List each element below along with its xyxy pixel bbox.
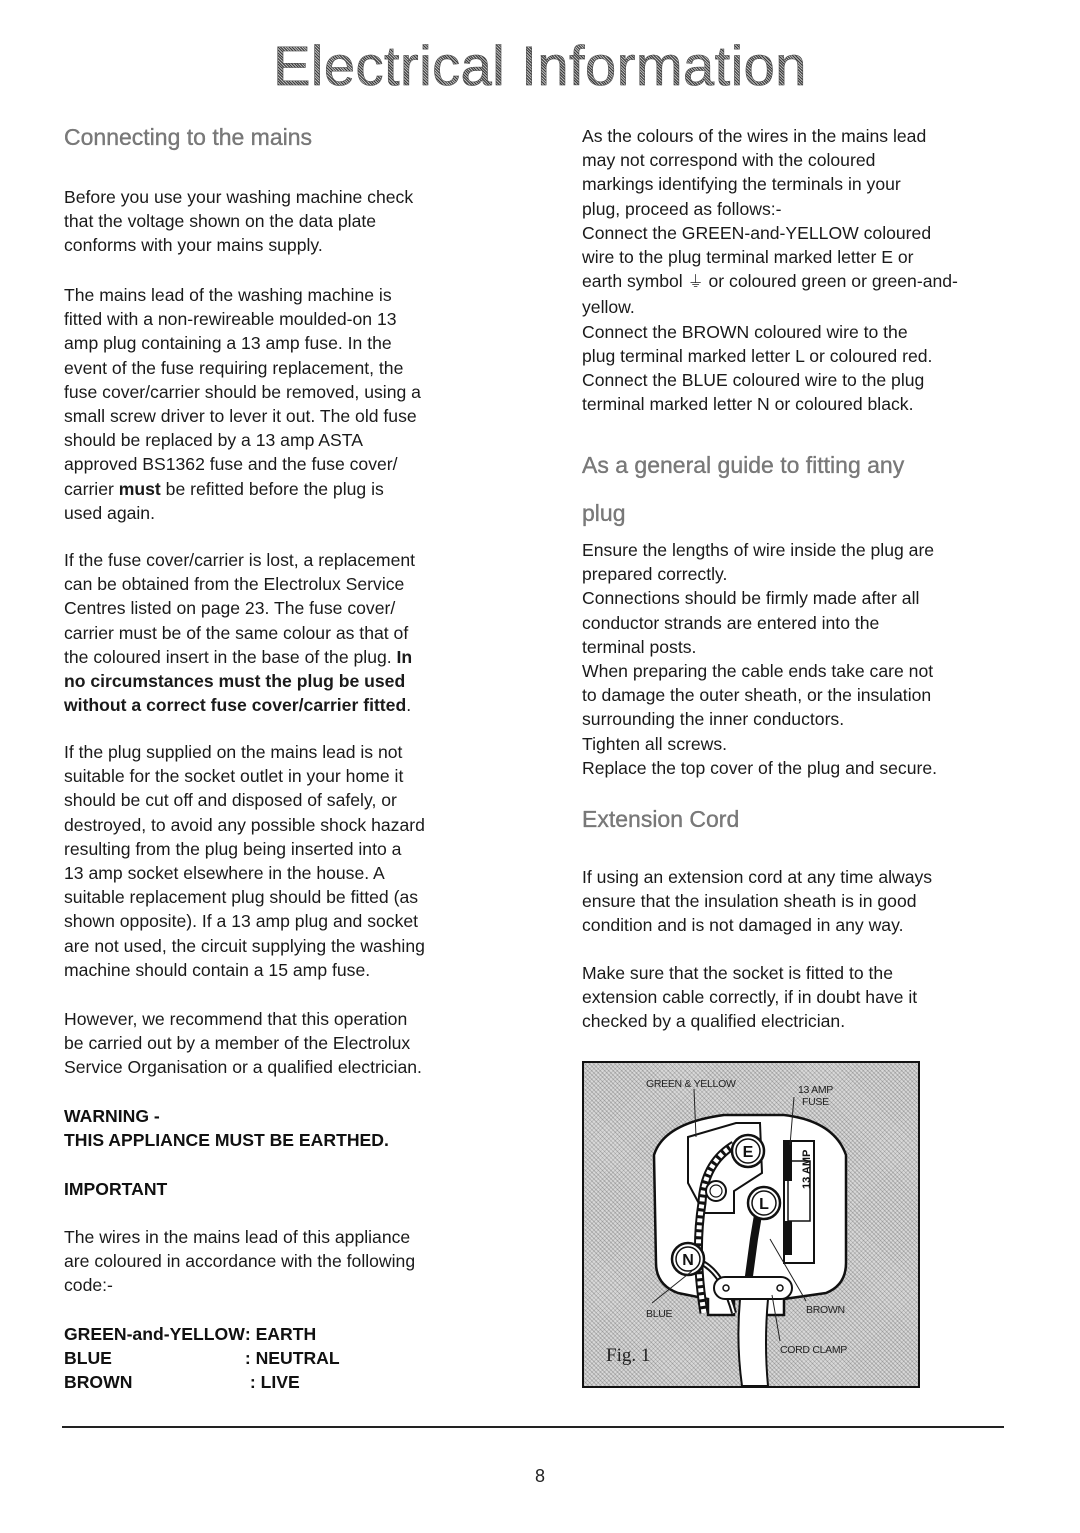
label-13-amp: 13 AMP <box>798 1084 833 1096</box>
table-row: BROWN : LIVE <box>64 1372 300 1392</box>
page-title: Electrical Information <box>0 34 1080 98</box>
warning-notice: WARNING - THIS APPLIANCE MUST BE EARTHED. <box>64 1106 389 1150</box>
paragraph-voltage-check: Before you use your washing machine check that the voltage shown on the data plate conforms with your mains supply. <box>64 187 414 256</box>
paragraph-unsuitable-plug: If the plug supplied on the mains lead is not suitable for the socket outlet in your home it should be cut off and disposed of safely, or destroyed, to avoid any possible shock hazard resulting from the plug being inserted into a 13 amp socket elsewhere in the house. A suitable replacement plug should be fitted (as shown opposite). If a 13 amp plug and socket are not used, the circuit supplying the washing machine should contain a 15 amp fuse. <box>64 742 425 980</box>
label-fuse: FUSE <box>802 1096 829 1108</box>
paragraph-extension-socket: Make sure that the socket is fitted to the extension cable correctly, if in doubt have it checked by a qualified electrician. <box>582 963 918 1032</box>
footer-divider <box>62 1426 1004 1428</box>
terminal-n-label: N <box>682 1252 694 1269</box>
paragraph-wire-colours-intro: The wires in the mains lead of this appliance are coloured in accordance with the following code:- <box>64 1227 416 1296</box>
heading-general-guide: As a general guide to fitting any plug <box>582 452 905 526</box>
figure-caption: Fig. 1 <box>606 1345 651 1366</box>
plug-wiring-diagram-icon <box>584 1063 918 1386</box>
paragraph-extension-insulation: If using an extension cord at any time always ensure that the insulation sheath is in good condition and is not damaged in any way. <box>582 867 933 936</box>
terminal-l-label: L <box>759 1196 769 1213</box>
table-row: GREEN-and-YELLOW : EARTH <box>64 1324 317 1344</box>
paragraph-plug-fitting-guide: Ensure the lengths of wire inside the plug are prepared correctly. Connections should be firmly made after all conductor strands are entered into the terminal posts. When preparing the cable ends take care not to damage the outer sheath, or the insulation surrounding the inner conductors. Tighten all screws. Replace the top cover of the plug and secure. <box>582 540 938 778</box>
label-blue: BLUE <box>646 1308 673 1320</box>
paragraph-wire-connections: As the colours of the wires in the mains lead may not correspond with the coloured markings identifying the terminals in your plug, proceed as follows:- Connect the GREEN-and-YELLOW coloured wire to the plug terminal marked letter E or earth symbol ⏚ or coloured green or green-and- yellow. Connect the BROWN coloured wire to the plug terminal marked letter L or coloured red. Connect the BLUE coloured wire to the plug terminal marked letter N or coloured black. <box>582 126 958 415</box>
heading-connecting-to-mains: Connecting to the mains <box>64 124 313 150</box>
wire-colour-code-table <box>64 1322 340 1394</box>
important-label: IMPORTANT <box>64 1179 168 1199</box>
table-row: BLUE : NEUTRAL <box>64 1348 340 1368</box>
label-green-yellow: GREEN & YELLOW <box>646 1078 736 1090</box>
plug-wiring-figure <box>582 1061 920 1388</box>
paragraph-recommendation: However, we recommend that this operation be carried out by a member of the Electrolux Service Organisation or a qualified electrician. <box>64 1009 422 1078</box>
paragraph-lost-fuse-cover: If the fuse cover/carrier is lost, a replacement can be obtained from the Electrolux Service Centres listed on page 23. The fuse cover/ carrier must be of the same colour as that of the coloured insert in the base of the plug. In no circumstances must the plug be used without a correct fuse cover/carrier fitted. <box>64 550 416 716</box>
terminal-e-label: E <box>742 1144 754 1161</box>
heading-extension-cord: Extension Cord <box>582 806 740 832</box>
fuse-text: 13 AMP <box>801 1149 813 1189</box>
page-number: 8 <box>534 1466 545 1486</box>
earth-symbol-icon: ⏚ <box>687 274 704 292</box>
label-cord-clamp: CORD CLAMP <box>780 1344 848 1356</box>
label-brown: BROWN <box>806 1304 845 1316</box>
paragraph-fuse-replacement: The mains lead of the washing machine is fitted with a non-rewireable moulded-on 13 amp plug containing a 13 amp fuse. In the event of the fuse requiring replacement, the fuse cover/carrier should be removed, using a small screw driver to lever it out. The old fuse should be replaced by a 13 amp ASTA approved BS1362 fuse and the fuse cover/ carrier must be refitted before the plug is used again. <box>64 285 421 523</box>
